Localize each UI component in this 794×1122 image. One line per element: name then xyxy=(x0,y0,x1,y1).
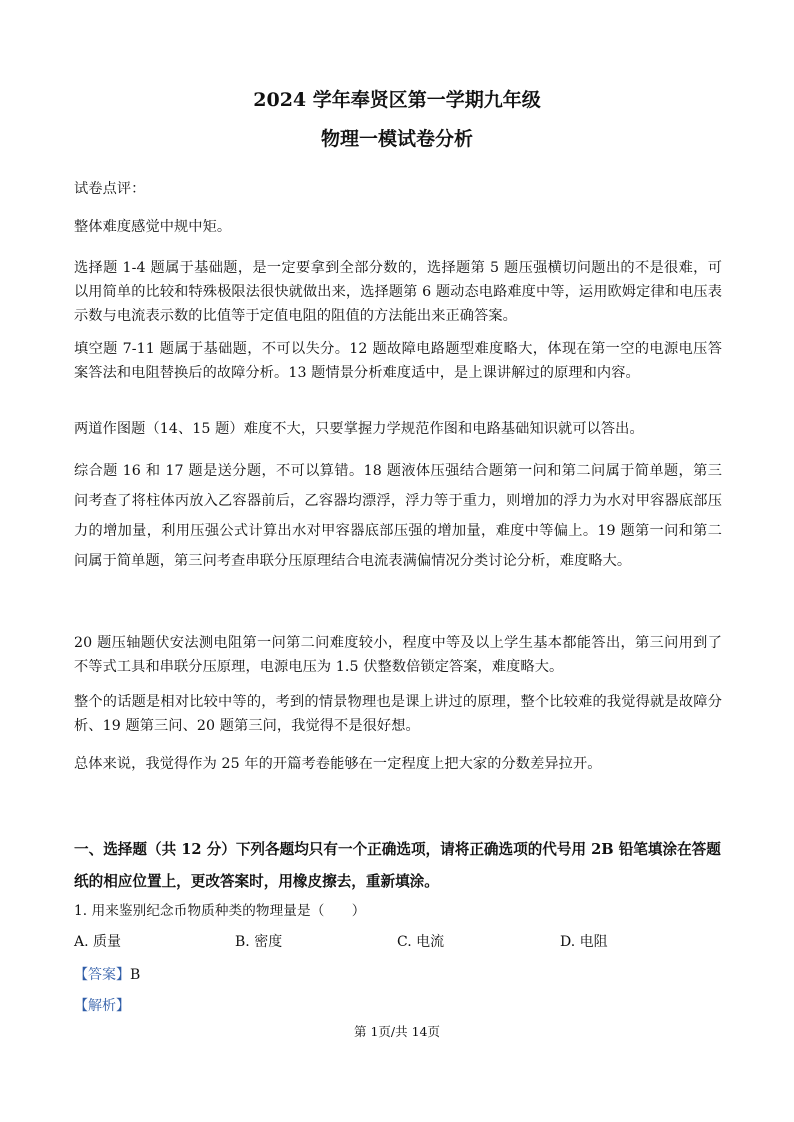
analysis-line xyxy=(74,994,130,1018)
option-c: C. 电流 xyxy=(397,934,445,950)
option-a: A. 质量 xyxy=(74,934,122,950)
question-1-options xyxy=(74,930,714,954)
option-d: D. 电阻 xyxy=(560,934,608,950)
section-heading: 一、选择题（共 12 分）下列各题均只有一个正确选项，请将正确选项的代号用 2B 铅笔填涂在答题纸的相应位置上，更改答案时，用橡皮擦去，重新填涂。 xyxy=(74,841,721,890)
answer-value: B xyxy=(130,967,141,983)
document-subtitle: 物理一模试卷分析 xyxy=(320,128,473,150)
analysis-label: 【解析】 xyxy=(74,998,130,1014)
paragraph-comprehensive: 综合题 16 和 17 题是送分题，不可以算错。18 题液体压强结合题第一问和第二问属于简单题，第三问考查了将柱体丙放入乙容器前后，乙容器均漂浮，浮力等于重力，则增加的浮力为水对甲容器底部压力的增加量，利用压强公式计算出水对甲容器底部压强的增加量，难度中等偏上。19 题第一问和第二问属于简单题，第三问考查串联分压原理结合电流表满偏情况分类讨论分析，难度略大。 xyxy=(74,463,722,569)
paragraph-choice: 选择题 1-4 题属于基础题，是一定要拿到全部分数的，选择题第 5 题压强横切问题出的不是很难，可以用简单的比较和特殊极限法很快就做出来，选择题第 6 题动态电路难度中等，运用欧姆定律和电压表示数与电流表示数的比值等于定值电阻的阻值的方法能出来正确答案。 xyxy=(74,260,722,324)
paragraph-fill-blank: 填空题 7-11 题属于基础题，不可以失分。12 题故障电路题型难度略大，体现在第一空的电源电压答案答法和电阻替换后的故障分析。13 题情景分析难度适中，是上课讲解过的原理和内容。 xyxy=(74,341,722,381)
review-heading: 试卷点评： xyxy=(74,181,146,197)
document-title: 2024 学年奉贤区第一学期九年级 xyxy=(253,89,541,111)
paragraph-overall: 整体难度感觉中规中矩。 xyxy=(74,219,232,235)
paragraph-drawing: 两道作图题（14、15 题）难度不大，只要掌握力学规范作图和电路基础知识就可以答出。 xyxy=(74,421,644,437)
paragraph-final-question: 20 题压轴题伏安法测电阻第一问第二问难度较小，程度中等及以上学生基本都能答出，第三问用到了不等式工具和串联分压原理，电源电压为 1.5 伏整数倍锁定答案，难度略大。 xyxy=(74,635,722,675)
paragraph-summary: 总体来说，我觉得作为 25 年的开篇考卷能够在一定程度上把大家的分数差异拉开。 xyxy=(74,756,602,772)
paragraph-difficulty: 整个的话题是相对比较中等的，考到的情景物理也是课上讲过的原理，整个比较难的我觉得就是故障分析、19 题第三问、20 题第三问，我觉得不是很好想。 xyxy=(74,694,722,734)
answer-label: 【答案】 xyxy=(74,967,130,983)
page-footer: 第 1页/共 14页 xyxy=(353,1024,441,1039)
question-1-stem: 1. 用来鉴别纪念币物质种类的物理量是（ ） xyxy=(74,903,366,919)
answer-line xyxy=(74,963,140,987)
option-b: B. 密度 xyxy=(235,934,283,950)
